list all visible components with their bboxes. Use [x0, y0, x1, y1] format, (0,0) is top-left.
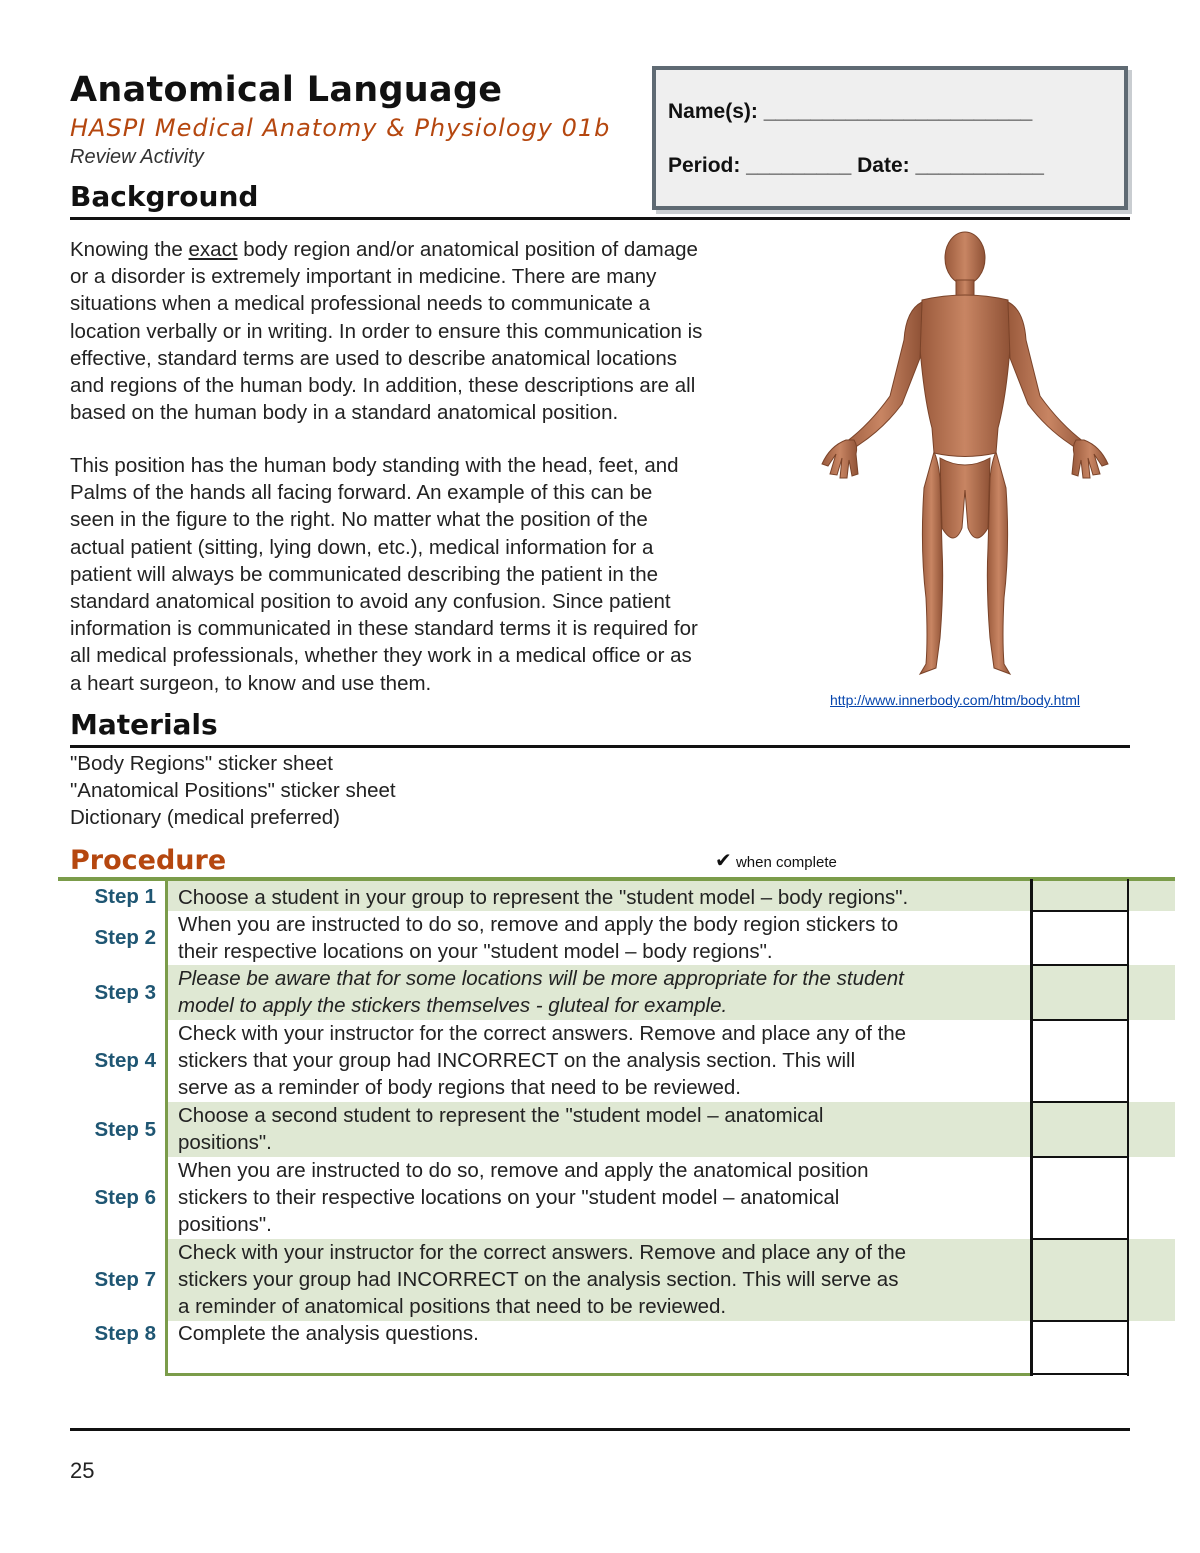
p2-line: seen in the figure to the right. No matter what the position of the — [70, 508, 648, 532]
p2-line: patient will always be communicated describing the patient in the — [70, 562, 658, 586]
course-subtitle: HASPI Medical Anatomy & Physiology 01b — [70, 114, 611, 142]
step-line: Complete the analysis questions. — [178, 1322, 479, 1345]
materials-list — [70, 750, 396, 831]
step-text — [178, 884, 1028, 911]
name-period-date-box — [652, 66, 1128, 210]
page-number: 25 — [70, 1458, 95, 1483]
step-text — [178, 1157, 1028, 1239]
p2-line: Palms of the hands all facing forward. An example of this can be — [70, 481, 653, 505]
footer-rule — [70, 1428, 1130, 1431]
p1-line: body region and/or anatomical position of damage — [237, 238, 698, 261]
step-line: When you are instructed to do so, remove and apply the anatomical position — [178, 1159, 869, 1182]
step-text — [178, 1320, 1028, 1347]
checkmark-icon: ✔ — [715, 850, 732, 872]
step-line: Choose a second student to represent the "student model – anatomical — [178, 1104, 824, 1127]
step-label: Step 2 — [94, 926, 156, 949]
procedure-heading: Procedure — [70, 845, 227, 876]
step-text — [178, 911, 1028, 965]
step-line: model to apply the stickers themselves - gluteal for example. — [178, 994, 728, 1018]
activity-type: Review Activity — [70, 146, 204, 168]
checkbox-cell-separator — [1032, 1019, 1128, 1021]
step-label: Step 1 — [94, 885, 156, 908]
completion-note — [715, 848, 837, 873]
anatomical-position-figure — [810, 228, 1120, 688]
p1-line: location verbally or in writing. In order to ensure this communication is — [70, 319, 703, 343]
materials-item: "Anatomical Positions" sticker sheet — [70, 779, 396, 802]
step-label: Step 8 — [94, 1322, 156, 1345]
p1-emphasis: exact — [188, 238, 238, 261]
step-line: positions". — [178, 1131, 272, 1155]
p2-line: information is communicated in these standard terms it is required for — [70, 617, 698, 641]
p2-line: standard anatomical position to avoid any confusion. Since patient — [70, 590, 671, 614]
checkbox-cell-separator — [1032, 1373, 1128, 1375]
p1-line: and regions of the human body. In addition, these descriptions are all — [70, 374, 696, 398]
step-line: stickers that your group had INCORRECT on the analysis section. This will — [178, 1049, 856, 1073]
p1-line: effective, standard terms are used to describe anatomical locations — [70, 346, 677, 370]
checkbox-cell-separator — [1032, 1156, 1128, 1158]
step-label: Step 3 — [94, 981, 156, 1004]
step-text — [178, 1102, 1028, 1156]
p1-line: situations when a medical professional needs to communicate a — [70, 292, 651, 316]
step-line: Please be aware that for some locations will be more appropriate for the student — [178, 967, 904, 990]
p2-line: all medical professionals, whether they work in a medical office or as — [70, 644, 692, 668]
step-label: Step 4 — [94, 1049, 156, 1072]
step-text — [178, 1020, 1028, 1102]
step-label: Step 5 — [94, 1118, 156, 1141]
procedure-table-left-border — [165, 879, 168, 1376]
checkbox-cell-separator — [1032, 1320, 1128, 1322]
p2-line: actual patient (sitting, lying down, etc.), medical information for a — [70, 535, 654, 559]
p2-line: This position has the human body standing with the head, feet, and — [70, 454, 679, 477]
step-line: a reminder of anatomical positions that need to be reviewed. — [178, 1295, 727, 1319]
step-label: Step 7 — [94, 1268, 156, 1291]
p1-before: Knowing the — [70, 238, 189, 261]
materials-item: "Body Regions" sticker sheet — [70, 752, 333, 775]
step-line: Check with your instructor for the correct answers. Remove and place any of the — [178, 1022, 907, 1045]
procedure-table-bottom-border — [165, 1373, 1032, 1376]
background-rule — [70, 217, 1130, 220]
page-title: Anatomical Language — [70, 70, 503, 110]
p1-line: or a disorder is extremely important in medicine. There are many — [70, 265, 657, 289]
period-date-field[interactable]: Period: _________ Date: ___________ — [668, 154, 1044, 177]
p1-line: based on the human body in a standard anatomical position. — [70, 401, 619, 425]
completion-note-label: when complete — [735, 854, 837, 871]
checkbox-cell-separator — [1032, 1238, 1128, 1240]
background-heading: Background — [70, 180, 259, 213]
background-paragraph-2 — [70, 452, 810, 697]
p2-line: a heart surgeon, to know and use them. — [70, 671, 432, 695]
step-text — [178, 1239, 1028, 1321]
step-line: their respective locations on your "student model – body regions". — [178, 940, 773, 964]
name-field[interactable]: Name(s): _______________________ — [668, 100, 1033, 123]
checkbox-cell-separator — [1032, 1101, 1128, 1103]
step-line: serve as a reminder of body regions that need to be reviewed. — [178, 1076, 741, 1100]
checkbox-column-right-border — [1127, 879, 1129, 1376]
step-line: stickers to their respective locations on your "student model – anatomical — [178, 1186, 840, 1210]
step-text — [178, 965, 1028, 1019]
background-paragraph-1 — [70, 236, 810, 426]
step-line: When you are instructed to do so, remove and apply the body region stickers to — [178, 913, 899, 936]
step-line: stickers your group had INCORRECT on the analysis section. This will serve as — [178, 1268, 899, 1292]
materials-rule — [70, 745, 1130, 748]
step-label: Step 6 — [94, 1186, 156, 1209]
step-line: positions". — [178, 1213, 272, 1237]
step-line: Check with your instructor for the correct answers. Remove and place any of the — [178, 1241, 907, 1264]
figure-source-link[interactable]: http://www.innerbody.com/htm/body.html — [830, 692, 1081, 708]
materials-item: Dictionary (medical preferred) — [70, 806, 341, 829]
checkbox-column-left-border — [1030, 879, 1033, 1376]
materials-heading: Materials — [70, 708, 218, 741]
step-line: Choose a student in your group to represent the "student model – body regions". — [178, 886, 909, 909]
checkbox-cell-separator — [1032, 910, 1128, 912]
checkbox-cell-separator — [1032, 964, 1128, 966]
